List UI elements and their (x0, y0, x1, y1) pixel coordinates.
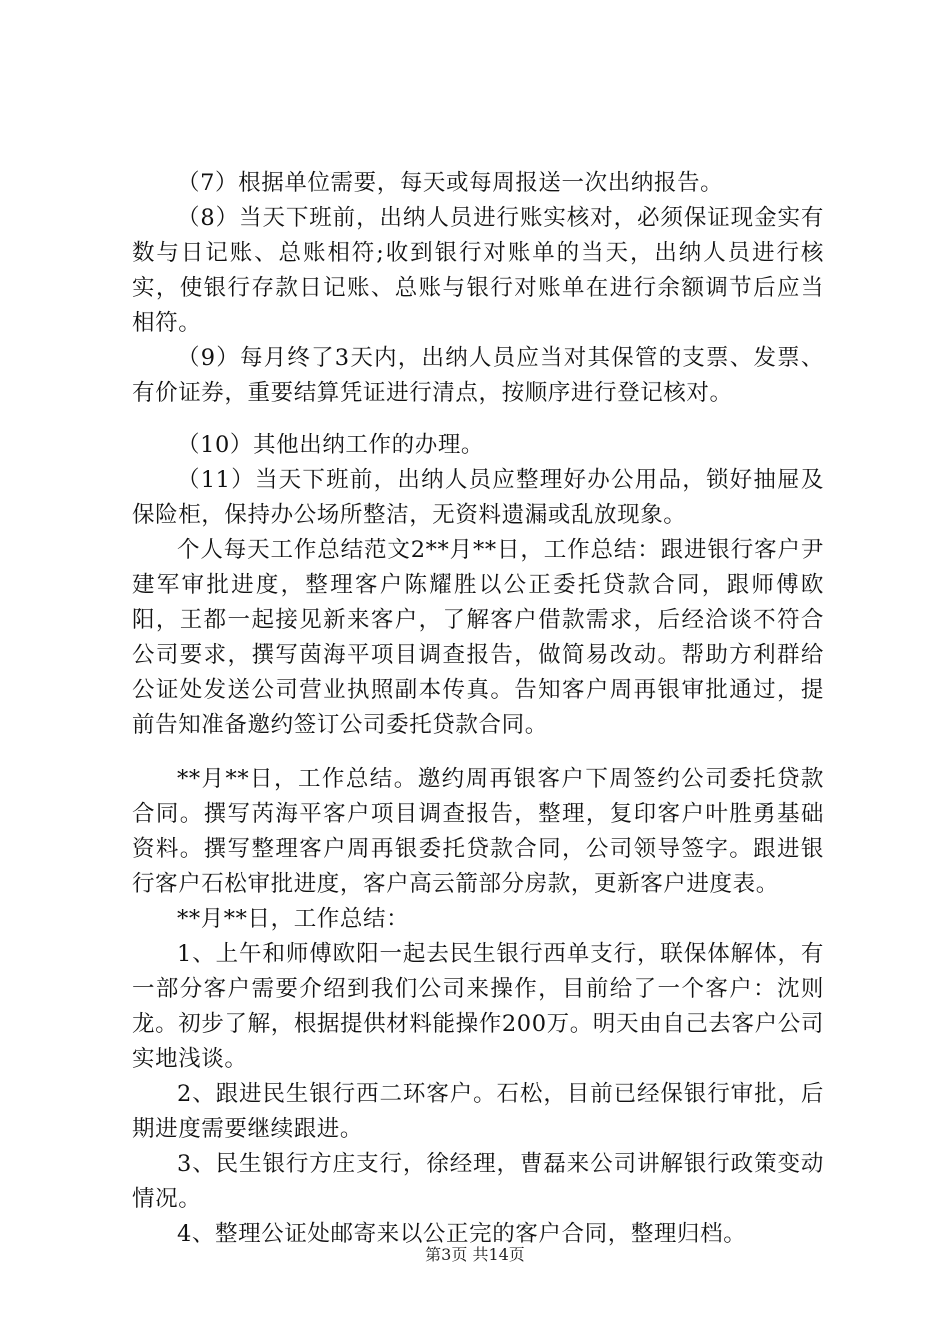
summary-item-4: 4、整理公证处邮寄来以公正完的客户合同，整理归档。 (177, 1221, 747, 1247)
document-body (132, 166, 824, 1252)
paragraph-7: （7）根据单位需要，每天或每周报送一次出纳报告。 (177, 170, 724, 196)
page-number-footer: 第3页 共14页 (425, 1245, 525, 1264)
summary-day-3-heading: **月**日，工作总结： (177, 906, 410, 932)
summary-item-2: 2、跟进民生银行西二环客户。石松，目前已经保银行审批，后期进度需要继续跟进。 (132, 1081, 824, 1142)
paragraph-9: （9）每月终了3天内，出纳人员应当对其保管的支票、发票、有价证券，重要结算凭证进行清点，按顺序进行登记核对。 (132, 345, 824, 406)
paragraph-11: （11）当天下班前，出纳人员应整理好办公用品，锁好抽屉及保险柜，保持办公场所整洁，无资料遗漏或乱放现象。 (132, 467, 824, 528)
paragraph-10: （10）其他出纳工作的办理。 (177, 432, 485, 458)
summary-item-1: 1、上午和师傅欧阳一起去民生银行西单支行，联保体解体，有一部分客户需要介绍到我们公司来操作，目前给了一个客户：沈则龙。初步了解，根据提供材料能操作200万。明天由自己去客户公司实地浅谈。 (132, 941, 824, 1072)
summary-sample-2: 个人每天工作总结范文2**月**日，工作总结：跟进银行客户尹建军审批进度，整理客户陈耀胜以公正委托贷款合同，跟师傅欧阳，王都一起接见新来客户，了解客户借款需求，后经洽谈不符合公司要求，撰写茵海平项目调查报告，做简易改动。帮助方利群给公证处发送公司营业执照副本传真。告知客户周再银审批通过，提前告知准备邀约签订公司委托贷款合同。 (132, 537, 824, 738)
summary-day-2: **月**日，工作总结。邀约周再银客户下周签约公司委托贷款合同。撰写芮海平客户项目调查报告，整理，复印客户叶胜勇基础资料。撰写整理客户周再银委托贷款合同，公司领导签字。跟进银行客户石松审批进度，客户高云箭部分房款，更新客户进度表。 (132, 766, 824, 897)
summary-item-3: 3、民生银行方庄支行，徐经理，曹磊来公司讲解银行政策变动情况。 (132, 1151, 824, 1212)
paragraph-8: （8）当天下班前，出纳人员进行账实核对，必须保证现金实有数与日记账、总账相符;收到银行对账单的当天，出纳人员进行核实，使银行存款日记账、总账与银行对账单在进行余额调节后应当相符。 (132, 205, 824, 336)
